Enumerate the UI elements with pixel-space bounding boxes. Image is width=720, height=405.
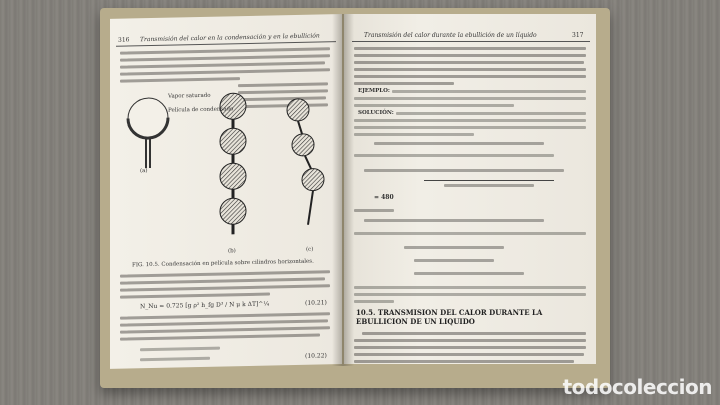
equation-1-number: (10.21) bbox=[305, 299, 327, 307]
text-line bbox=[354, 68, 586, 71]
book-gutter bbox=[332, 14, 354, 366]
text-line bbox=[354, 126, 586, 129]
left-page-number: 316 bbox=[118, 36, 130, 44]
text-line bbox=[120, 68, 330, 75]
text-line bbox=[120, 61, 325, 68]
text-line bbox=[392, 90, 586, 93]
section-heading: 10.5. TRANSMISION DEL CALOR DURANTE LA EBULLICION DE UN LIQUIDO bbox=[356, 308, 543, 326]
equation-2-number: (10.22) bbox=[305, 352, 327, 360]
text-line bbox=[120, 312, 330, 319]
figure-caption: FIG. 10.5. Condensación en película sobre cilindros horizontales. bbox=[132, 258, 314, 269]
text-line bbox=[120, 319, 328, 326]
equation-line bbox=[374, 142, 544, 145]
equation-line bbox=[414, 259, 494, 262]
text-line bbox=[354, 360, 574, 363]
text-line bbox=[354, 209, 394, 212]
text-line bbox=[120, 54, 330, 61]
left-running-head: Transmisión del calor en la condensación y en la ebullición bbox=[140, 32, 320, 44]
fig-label-vapor: Vapor saturado bbox=[168, 92, 211, 100]
watermark-logo: todocoleccion bbox=[562, 375, 712, 399]
text-line bbox=[354, 339, 586, 342]
text-line bbox=[354, 293, 586, 296]
equation-line bbox=[414, 272, 524, 275]
fraction-bar bbox=[424, 180, 554, 181]
right-running-head: Transmisión del calor durante la ebullición de un líquido bbox=[364, 32, 537, 39]
left-page bbox=[110, 14, 342, 369]
text-line bbox=[120, 284, 330, 291]
equation-line bbox=[404, 246, 504, 249]
equation-1: N_Nu = 0.725 [g ρ² h_fg D³ / N μ k ΔT]^¼ bbox=[140, 300, 270, 311]
value-480: = 480 bbox=[374, 194, 394, 201]
fig-label-a: (a) bbox=[140, 168, 148, 175]
text-line bbox=[354, 61, 584, 64]
equation-line bbox=[140, 347, 220, 352]
right-page-number: 317 bbox=[572, 32, 584, 39]
text-line bbox=[362, 332, 586, 335]
text-line bbox=[120, 47, 330, 54]
text-line bbox=[120, 277, 325, 284]
text-line bbox=[354, 353, 584, 356]
right-page bbox=[344, 14, 596, 364]
equation-line bbox=[364, 219, 544, 222]
right-head-rule bbox=[352, 41, 590, 42]
text-line bbox=[354, 104, 514, 107]
text-line bbox=[354, 154, 554, 157]
equation-line bbox=[140, 357, 210, 361]
text-line bbox=[354, 300, 394, 303]
text-line bbox=[354, 346, 586, 349]
text-line bbox=[354, 47, 586, 50]
text-line bbox=[120, 270, 330, 277]
text-line bbox=[120, 293, 270, 299]
text-line bbox=[354, 286, 586, 289]
ejemplo-label: EJEMPLO: bbox=[358, 88, 390, 94]
text-line bbox=[354, 54, 586, 57]
equation-line bbox=[444, 184, 534, 187]
text-line bbox=[354, 82, 454, 85]
solucion-label: SOLUCIÓN: bbox=[358, 110, 394, 116]
text-line bbox=[354, 97, 586, 100]
text-line bbox=[120, 326, 330, 333]
text-line bbox=[396, 112, 586, 115]
text-line bbox=[354, 133, 474, 136]
text-line bbox=[120, 77, 240, 83]
text-line bbox=[354, 119, 586, 122]
text-line bbox=[354, 232, 586, 235]
fig-label-film: Película de condensado bbox=[168, 106, 234, 114]
text-line bbox=[120, 333, 320, 340]
equation-line bbox=[364, 169, 564, 172]
fig-label-b: (b) bbox=[228, 248, 236, 255]
text-line bbox=[354, 75, 586, 78]
fig-label-c: (c) bbox=[306, 246, 314, 253]
